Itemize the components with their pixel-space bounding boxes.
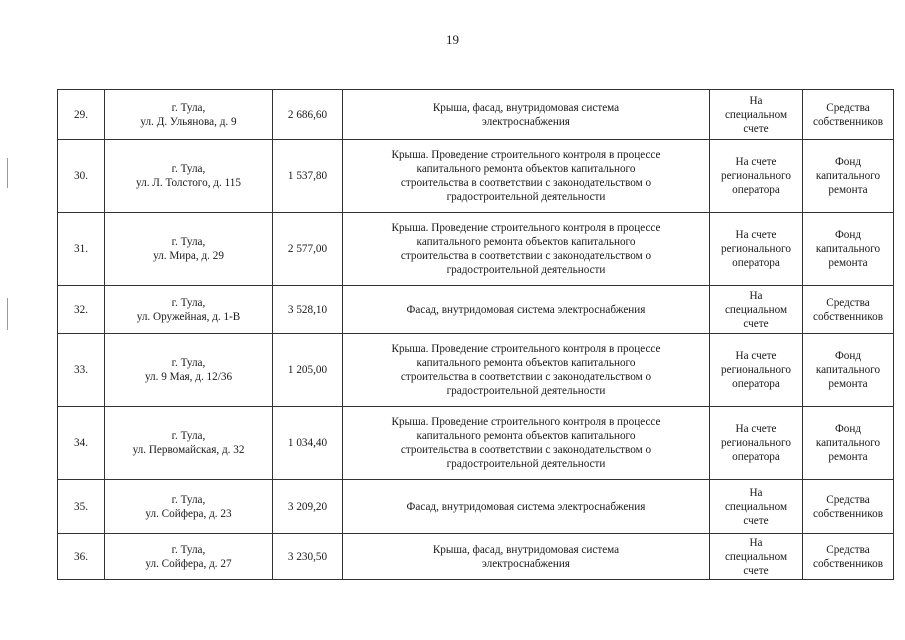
row-number: 36. [58, 534, 105, 580]
works-cell-line: строительства в соответствии с законодательством о [400, 250, 652, 262]
cost-cell: 1 034,40 [273, 407, 343, 480]
funding-cell-line: капитального [815, 364, 881, 376]
account-cell [710, 90, 803, 140]
cost-cell: 3 528,10 [273, 286, 343, 334]
address-cell-line: ул. Л. Толстого, д. 115 [136, 177, 241, 189]
funding-cell [803, 407, 894, 480]
account-cell-line: На [749, 486, 763, 499]
account-cell-line: На [749, 536, 763, 549]
row-number: 32. [58, 286, 105, 334]
address-cell [105, 213, 273, 286]
account-cell [710, 534, 803, 580]
account-cell-line: оператора [732, 184, 780, 196]
table-row [58, 90, 894, 140]
works-cell [343, 213, 710, 286]
works-cell-line: градостроительной деятельности [446, 191, 606, 203]
address-cell-line: г. Тула, [171, 236, 206, 248]
address-cell [105, 90, 273, 140]
table-row [58, 213, 894, 286]
row-number: 33. [58, 334, 105, 407]
account-cell [710, 140, 803, 213]
funding-cell-line: Фонд [834, 423, 862, 435]
margin-mark-top [7, 158, 8, 188]
address-cell [105, 480, 273, 534]
cost-cell: 3 209,20 [273, 480, 343, 534]
cost-cell: 1 205,00 [273, 334, 343, 407]
account-cell-line: регионального [721, 437, 791, 449]
address-cell [105, 334, 273, 407]
account-cell [710, 407, 803, 480]
funding-cell-line: собственников [813, 507, 883, 520]
funding-cell-line: Средства [826, 543, 870, 556]
works-cell-line: строительства в соответствии с законодательством о [400, 177, 652, 189]
works-cell-line: Крыша. Проведение строительного контроля в процессе [391, 416, 661, 428]
address-cell-line: ул. Д. Ульянова, д. 9 [140, 115, 237, 128]
funding-cell-line: ремонта [828, 451, 868, 463]
address-cell-line: ул. Оружейная, д. 1-В [136, 310, 241, 323]
account-cell-line: регионального [721, 243, 791, 255]
works-cell-line: Крыша. Проведение строительного контроля в процессе [391, 149, 661, 161]
account-cell-line: специальном [724, 108, 788, 121]
address-cell-line: ул. Мира, д. 29 [153, 250, 224, 262]
address-cell-line: г. Тула, [171, 101, 206, 114]
address-cell-line: г. Тула, [171, 296, 206, 309]
funding-cell [803, 286, 894, 334]
works-cell-line: Крыша, фасад, внутридомовая система [432, 101, 620, 114]
address-cell-line: г. Тула, [171, 430, 206, 442]
account-cell [710, 213, 803, 286]
works-cell-line: капитального ремонта объектов капитального [416, 236, 636, 248]
cost-cell: 2 686,60 [273, 90, 343, 140]
cost-cell: 3 230,50 [273, 534, 343, 580]
funding-cell-line: собственников [813, 557, 883, 570]
row-number: 31. [58, 213, 105, 286]
funding-cell-line: капитального [815, 437, 881, 449]
table-body [58, 90, 894, 580]
address-cell-line: г. Тула, [171, 163, 206, 175]
row-number: 30. [58, 140, 105, 213]
works-cell-line: строительства в соответствии с законодательством о [400, 444, 652, 456]
address-cell-line: ул. 9 Мая, д. 12/36 [144, 371, 233, 383]
margin-mark-bottom [7, 298, 8, 330]
account-cell-line: На счете [735, 156, 777, 168]
account-cell-line: регионального [721, 364, 791, 376]
works-cell-line: электроснабжения [482, 115, 570, 128]
cost-cell: 2 577,00 [273, 213, 343, 286]
works-cell-line: Крыша, фасад, внутридомовая система [432, 543, 620, 556]
works-cell [343, 286, 710, 334]
works-cell-line: градостроительной деятельности [446, 264, 606, 276]
account-cell-line: регионального [721, 170, 791, 182]
table-row [58, 140, 894, 213]
works-cell [343, 534, 710, 580]
funding-cell [803, 334, 894, 407]
funding-cell-line: Средства [826, 296, 870, 309]
account-cell [710, 334, 803, 407]
funding-cell-line: ремонта [828, 184, 868, 196]
funding-cell-line: ремонта [828, 257, 868, 269]
account-cell-line: На счете [735, 423, 777, 435]
works-cell-line: электроснабжения [482, 557, 570, 570]
funding-cell-line: собственников [813, 310, 883, 323]
row-number: 34. [58, 407, 105, 480]
works-cell-line: градостроительной деятельности [446, 385, 606, 397]
works-cell [343, 334, 710, 407]
funding-cell [803, 140, 894, 213]
funding-cell [803, 213, 894, 286]
address-cell-line: г. Тула, [171, 543, 206, 556]
account-cell [710, 286, 803, 334]
cost-cell: 1 537,80 [273, 140, 343, 213]
works-cell-line: Крыша. Проведение строительного контроля в процессе [391, 222, 661, 234]
account-cell-line: оператора [732, 451, 780, 463]
address-cell [105, 534, 273, 580]
table-row [58, 334, 894, 407]
funding-cell-line: капитального [815, 170, 881, 182]
works-cell-line: градостроительной деятельности [446, 458, 606, 470]
account-cell-line: счете [743, 564, 769, 577]
funding-cell-line: собственников [813, 115, 883, 128]
funding-cell-line: Средства [826, 493, 870, 506]
account-cell-line: счете [743, 514, 769, 527]
account-cell-line: специальном [724, 550, 788, 563]
works-cell-line: капитального ремонта объектов капитального [416, 163, 636, 175]
table-row [58, 480, 894, 534]
works-cell [343, 407, 710, 480]
funding-cell [803, 534, 894, 580]
table-row [58, 407, 894, 480]
address-cell-line: ул. Сойфера, д. 27 [145, 557, 232, 570]
funding-cell-line: Фонд [834, 229, 862, 241]
works-cell-line: Фасад, внутридомовая система электроснабжения [406, 500, 646, 513]
account-cell-line: счете [743, 317, 769, 330]
funding-cell [803, 480, 894, 534]
works-cell [343, 90, 710, 140]
address-cell-line: ул. Сойфера, д. 23 [145, 507, 232, 520]
funding-cell [803, 90, 894, 140]
page-number: 19 [446, 32, 459, 47]
repair-table [57, 89, 894, 580]
account-cell-line: На счете [735, 350, 777, 362]
works-cell-line: капитального ремонта объектов капитального [416, 357, 636, 369]
works-cell-line: Фасад, внутридомовая система электроснабжения [406, 303, 646, 316]
account-cell-line: специальном [724, 303, 788, 316]
address-cell-line: г. Тула, [171, 357, 206, 369]
account-cell-line: специальном [724, 500, 788, 513]
account-cell-line: На счете [735, 229, 777, 241]
account-cell-line: оператора [732, 378, 780, 390]
works-cell [343, 480, 710, 534]
address-cell-line: ул. Первомайская, д. 32 [132, 444, 245, 456]
works-cell-line: строительства в соответствии с законодательством о [400, 371, 652, 383]
table-row [58, 534, 894, 580]
account-cell [710, 480, 803, 534]
funding-cell-line: Фонд [834, 350, 862, 362]
account-cell-line: счете [743, 122, 769, 135]
funding-cell-line: Фонд [834, 156, 862, 168]
table-row [58, 286, 894, 334]
works-cell [343, 140, 710, 213]
funding-cell-line: капитального [815, 243, 881, 255]
account-cell-line: На [749, 94, 763, 107]
address-cell [105, 407, 273, 480]
row-number: 35. [58, 480, 105, 534]
address-cell [105, 140, 273, 213]
address-cell-line: г. Тула, [171, 493, 206, 506]
account-cell-line: На [749, 289, 763, 302]
row-number: 29. [58, 90, 105, 140]
works-cell-line: Крыша. Проведение строительного контроля в процессе [391, 343, 661, 355]
address-cell [105, 286, 273, 334]
works-cell-line: капитального ремонта объектов капитального [416, 430, 636, 442]
funding-cell-line: ремонта [828, 378, 868, 390]
funding-cell-line: Средства [826, 101, 870, 114]
account-cell-line: оператора [732, 257, 780, 269]
